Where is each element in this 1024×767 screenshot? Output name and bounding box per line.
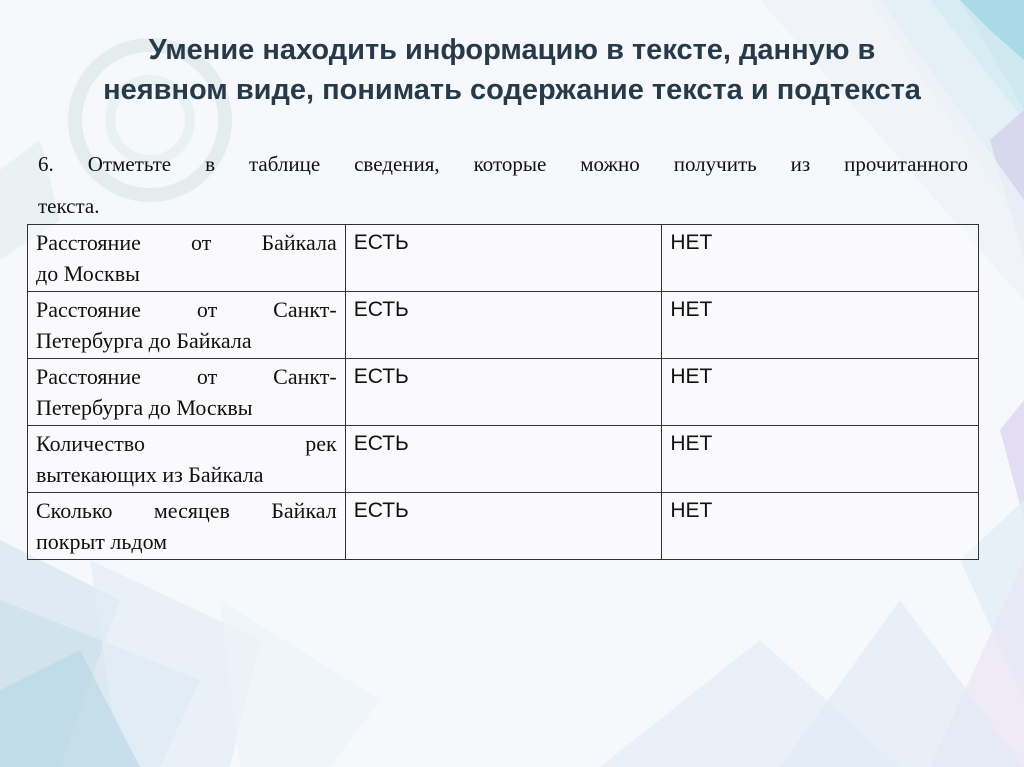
yes-cell[interactable]: ЕСТЬ [345,225,662,292]
yes-cell[interactable]: ЕСТЬ [345,292,662,359]
item-text-line-2: Петербурга до Москвы [36,395,253,420]
table-row [28,493,979,560]
item-cell [28,426,346,493]
item-text-line-1: Расстояние от Байкала [36,230,337,255]
table-row [28,426,979,493]
no-cell[interactable]: НЕТ [662,359,979,426]
item-cell [28,292,346,359]
yes-cell[interactable]: ЕСТЬ [345,426,662,493]
slide-title-line-1: Умение находить информацию в тексте, данную в [148,34,876,66]
item-cell [28,493,346,560]
item-text-line-2: Петербурга до Байкала [36,328,252,353]
item-text-line-2: вытекающих из Байкала [36,462,264,487]
yes-cell[interactable]: ЕСТЬ [345,493,662,560]
item-text-line-1: Расстояние от Санкт- [36,297,337,322]
item-cell [28,225,346,292]
table-row [28,359,979,426]
no-cell[interactable]: НЕТ [662,292,979,359]
item-cell [28,359,346,426]
table-row [28,292,979,359]
info-table [27,224,979,560]
no-cell[interactable]: НЕТ [662,225,979,292]
yes-cell[interactable]: ЕСТЬ [345,359,662,426]
task-text [38,143,968,227]
item-text-line-2: до Москвы [36,261,140,286]
item-text-line-2: покрыт льдом [36,529,168,554]
slide-title [40,30,984,110]
no-cell[interactable]: НЕТ [662,426,979,493]
table-row [28,225,979,292]
task-text-line-1: 6. Отметьте в таблице сведения, которые можно получить из прочитанного [38,152,968,176]
no-cell[interactable]: НЕТ [662,493,979,560]
slide-title-line-2: неявном виде, понимать содержание текста и подтекста [103,74,921,106]
item-text-line-1: Количество рек [36,431,337,456]
item-text-line-1: Сколько месяцев Байкал [36,498,337,523]
task-text-line-2: текста. [38,194,100,218]
item-text-line-1: Расстояние от Санкт- [36,364,337,389]
